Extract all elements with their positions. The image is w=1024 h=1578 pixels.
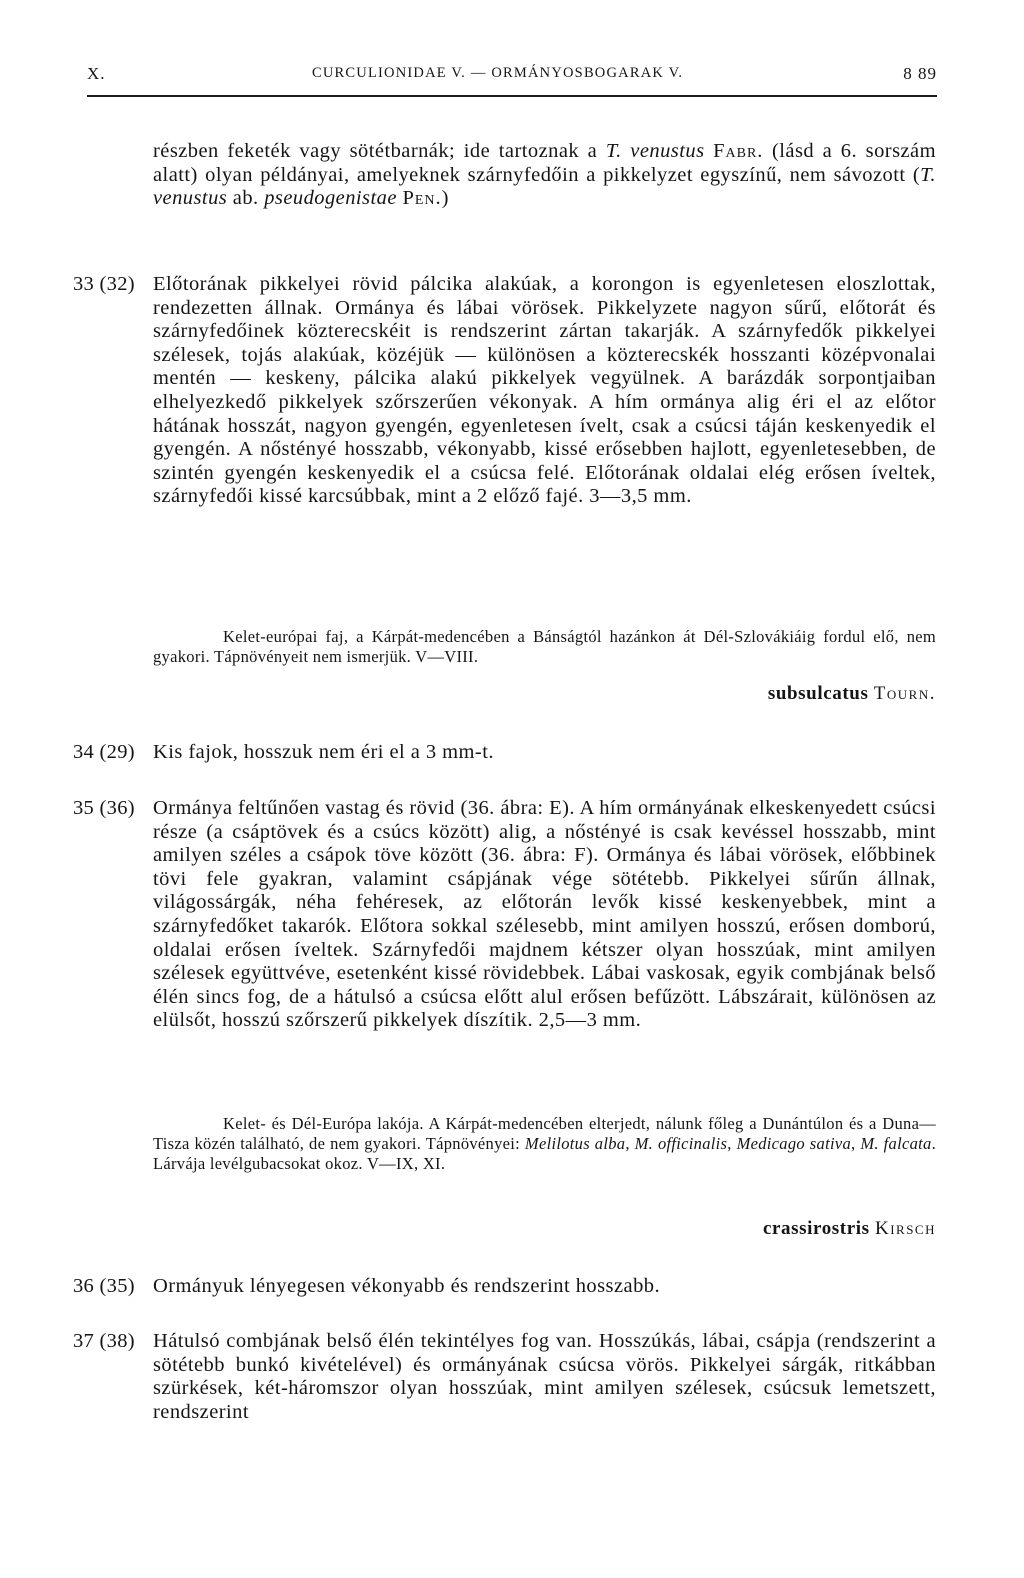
species-name-crassirostris: crassirostris Kirsch <box>762 1218 936 1239</box>
couplet-35-distribution: Kelet- és Dél-Európa lakója. A Kárpát-medencében elterjedt, nálunk főleg a Dunántúlon és a Duna—Tisza közén található, de nem gyakori. Tápnövényei: Melilotus alba, M. officinalis, Medicago sativa, M. falcata. Lárvája levélgubacsokat okoz. V—IX, XI. <box>153 1114 937 1173</box>
couplet-33-distribution: Kelet-európai faj, a Kárpát-medencében a Bánságtól hazánkon át Dél-Szlovákiáig fordul elő, nem gyakori. Tápnövényeit nem ismerjük. V—VIII. <box>153 627 936 666</box>
header-rule <box>87 95 937 97</box>
species-name-subsulcatus: subsulcatus Tourn. <box>767 683 936 704</box>
couplet-number-34: 34 (29) <box>73 741 135 763</box>
couplet-number-37: 37 (38) <box>73 1330 135 1352</box>
couplet-35-text: Ormánya feltűnően vastag és rövid (36. ábra: E). A hím ormányának elkeskenyedett csúcsi része (a csáptövek és a csúcs között) alig, a nőstényé is csak kevéssel hosszabb, mint amilyen széles a csápok töve között (36. ábra: F). Ormánya és lábai vörösek, előbbinek tövi fele gyakran, valamint csápjának vége sötétebb. Pikkelyei sűrűn állnak, világossárgák, néha fehéresek, az előtorán levők kissé keskenyebbek, mint a szárnyfedőket takarók. Előtora sokkal szélesebb, mint amilyen hosszú, erősen domború, oldalai erősen íveltek. Szárnyfedői majdnem kétszer olyan hosszúak, mint amilyen szélesek együttvéve, esetenként kissé rövidebbek. Lábai vaskosak, egyik combjának belső élén sincs fog, de a hátulsó a csúcsa előtt alul erősen befűzött. Lábszárait, különösen az elülsőt, hosszú szőrszerű pikkelyek díszítik. 2,5—3 mm. <box>153 797 936 1032</box>
couplet-36-text: Ormányuk lényegesen vékonyabb és rendszerint hosszabb. <box>153 1275 661 1297</box>
couplet-37-text: Hátulsó combjának belső élén tekintélyes fog van. Hosszúkás, lábai, csápja (rendszerint a sötétebb bunkó kivételével) és ormányának csúcsa vörös. Pikkelyei sárgák, ritkábban szürkések, két-háromszor olyan hosszúak, mint amilyen szélesek, csúcsuk lemetszett, rendszerint <box>153 1330 936 1423</box>
chapter-number: X. <box>87 64 106 83</box>
couplet-number-35: 35 (36) <box>73 797 135 819</box>
running-title: CURCULIONIDAE V. — ORMÁNYOSBOGARAK V. <box>312 65 684 81</box>
couplet-34-text: Kis fajok, hosszuk nem éri el a 3 mm-t. <box>153 741 494 763</box>
intro-paragraph: részben feketék vagy sötétbarnák; ide tartoznak a T. venustus Fabr. (lásd a 6. sorszám alatt) olyan példányai, amelyeknek szárnyfedőin a pikkelyzet egyszínű, nem sávozott (T. venustus ab. pseudogenistae Pen.) <box>153 140 936 210</box>
running-header <box>87 64 937 92</box>
couplet-33-text: Előtorának pikkelyei rövid pálcika alakúak, a korongon is egyenletesen eloszlottak, rendezetten állnak. Ormánya és lábai vörösek. Pikkelyzete nagyon sűrű, előtorát és szárnyfedőinek közterecskéit is rendszerint zártan takarják. A szárnyfedők pikkelyei szélesek, tojás alakúak, közéjük — különösen a közterecskék hosszanti középvonalai mentén — keskeny, pálcika alakú pikkelyek vegyülnek. A barázdák sorpontjaiban elhelyezkedő pikkelyek szőrszerűen vékonyak. A hím ormánya alig éri el az előtor hátának hosszát, nagyon gyengén, egyenletesen ívelt, csak a csúcsi táján keskenyedik el gyengén. A nőstényé hosszabb, vékonyabb, kissé erősebben hajlott, egyenletesebben, de szintén gyengén keskenyedik el a csúcsa felé. Előtorának oldalai elég erősen íveltek, szárnyfedői kissé karcsúbbak, mint a 2 előző fajé. 3—3,5 mm. <box>153 273 936 508</box>
page-number: 8 89 <box>903 64 937 83</box>
couplet-number-33: 33 (32) <box>73 273 135 295</box>
couplet-number-36: 36 (35) <box>73 1275 135 1297</box>
